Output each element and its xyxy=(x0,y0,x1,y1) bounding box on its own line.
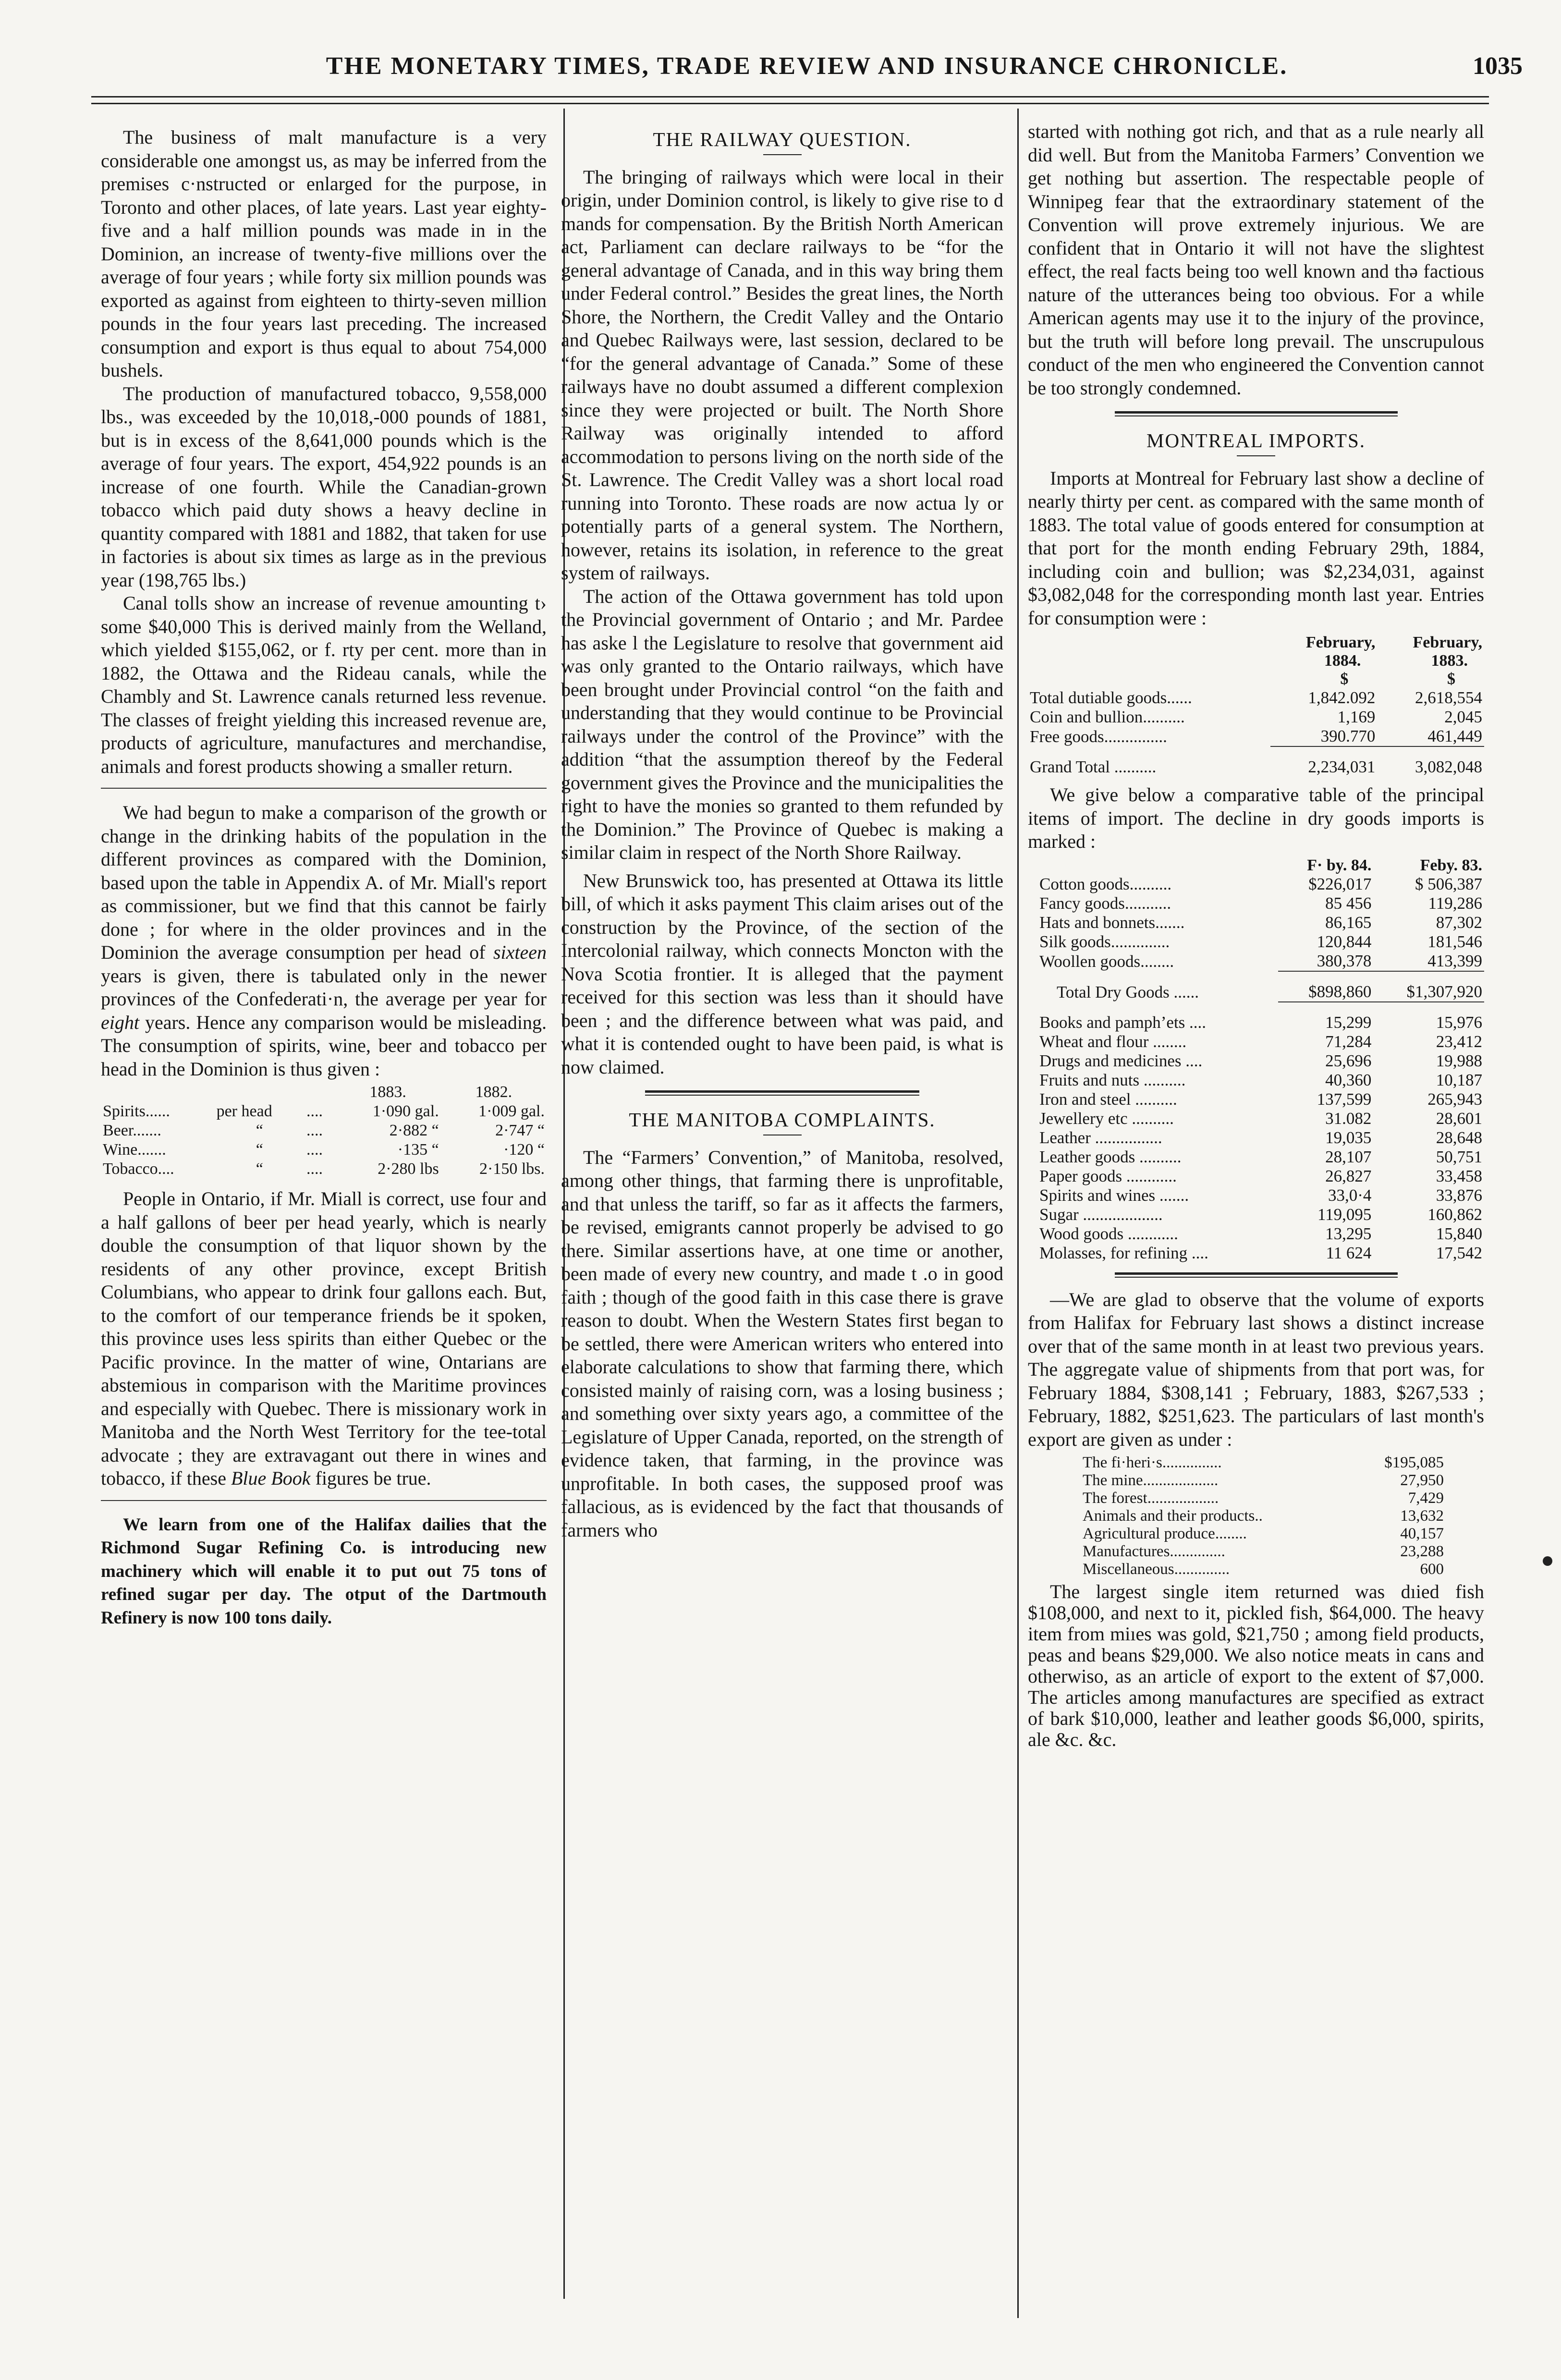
railway-question-heading: THE RAILWAY QUESTION. xyxy=(653,128,912,150)
drinking-habits-paragraph xyxy=(101,801,547,1081)
leader-dots: .... xyxy=(306,1102,323,1120)
italic-sixteen: sixteen xyxy=(493,941,547,963)
table-row xyxy=(1081,1454,1446,1472)
tobacco-paragraph: The production of manufactured tobacco, 9,558,000 lbs., was exceeded by the 10,018,-000 pounds of 1881, but is in excess of the 8,641,000 pounds which is the average of four years. The export, 454,922 pounds is an increase of one fourth. While the Canadian-grown tobacco which paid duty shows a heavy decline in quantity compared with 1881 and 1882, that taken for use in factories is about six times as large as in the previous year (198,765 lbs.) xyxy=(101,382,547,591)
value-feb-83: 181,546 xyxy=(1427,932,1482,951)
leader-dots: .... xyxy=(158,1160,174,1178)
item-label: Wine xyxy=(103,1141,138,1159)
consumption-row-beer xyxy=(101,1121,547,1140)
table-row xyxy=(1037,1147,1484,1167)
manitoba-complaints-heading: THE MANITOBA COMPLAINTS. xyxy=(629,1109,936,1131)
principal-imports-table xyxy=(1037,856,1484,1263)
column-header: February, xyxy=(1413,634,1482,651)
row-label: Fancy goods xyxy=(1039,893,1125,913)
value-feb-83: 413,399 xyxy=(1373,952,1484,971)
railway-paragraph-1: The bringing of railways which were local in their origin, under Dominion control, is likely to give rise to d mands for compensation. By the British North American act, Parliament can declare railways to be “for the general advantage of Canada, and in this way bring them under Federal control.” Besides the great lines, the North Shore, the Northern, the Credit Valley and the Ontario and Quebec Railways were, last session, declared to be “for the general advantage of Canada.” Some of these railways have no doubt assumed a different complexion since they were projected or built. The North Shore Railway was originally intended to afford accommodation to persons living on the north side of the St. Lawrence. The Credit Valley was a short local road running into Toronto. These roads are now actua ly or potentially parts of a general system. The Northern, however, retains its isolation, in reference to the great system of railways. xyxy=(561,166,1003,584)
table-row xyxy=(1081,1489,1446,1507)
manitoba-continued-paragraph: started with nothing got rich, and that as a rule nearly all did well. But from the Manitoba Farmers’ Convention we get nothing but assertion. The respectable people of Winnipeg fear that the extraordinary statement of the Convention will prove extremely injurious. We are confident that in Ontario it will not have the slightest effect, the real facts being too well known and thə factious nature of the utterances being too obvious. For a while American agents may use it to the injury of the province, but the truth will before long prevail. The unscrupulous conduct of the men who engineered the Convention cannot be too strongly condemned. xyxy=(1028,121,1484,399)
ink-blot xyxy=(1543,1556,1552,1566)
row-label: Wood goods xyxy=(1039,1224,1124,1243)
value-1884: 1,842.092 xyxy=(1308,688,1376,707)
value-1883: 1·090 gal. xyxy=(372,1102,439,1120)
value-feb-83: 265,943 xyxy=(1427,1089,1482,1109)
row-label: Hats and bonnets xyxy=(1039,913,1156,932)
row-label: The mine xyxy=(1083,1472,1143,1489)
row-label: Miscellaneous xyxy=(1083,1561,1174,1578)
table-row xyxy=(1037,1071,1484,1090)
table-header-row xyxy=(1037,856,1484,875)
value-1883: ·135 “ xyxy=(397,1141,439,1159)
table-row xyxy=(1028,708,1484,727)
unit-label: “ xyxy=(256,1122,263,1139)
leader-dots: .......... xyxy=(1135,1089,1177,1109)
row-label: Total dutiable goods xyxy=(1030,688,1167,707)
value-feb-84: 137,599 xyxy=(1317,1089,1372,1109)
column-header: Feby. 83. xyxy=(1420,856,1482,874)
value-feb-83: 160,862 xyxy=(1427,1205,1482,1224)
comparative-table-paragraph: We give below a comparative table of the principal items of import. The decline in dry goods imports is marked : xyxy=(1028,784,1484,852)
value-1883: 2,618,554 xyxy=(1415,688,1482,707)
table-row xyxy=(1037,875,1484,894)
export-value: 27,950 xyxy=(1400,1472,1444,1489)
section-divider-heavy xyxy=(1115,1272,1398,1278)
table-row xyxy=(1081,1543,1446,1561)
value-feb-83: 87,302 xyxy=(1436,913,1482,932)
value-1883: 3,082,048 xyxy=(1415,757,1482,776)
leader-dots: .......... xyxy=(1114,757,1157,776)
row-label: Drugs and medicines xyxy=(1039,1051,1182,1070)
header-rule-bottom xyxy=(91,103,1489,104)
value-feb-83: 17,542 xyxy=(1436,1243,1482,1262)
value-feb-83: 10,187 xyxy=(1436,1070,1482,1089)
leader-dots: .......... xyxy=(1139,1147,1182,1166)
row-label: The forest xyxy=(1083,1489,1147,1507)
value-feb-84: $898,860 xyxy=(1278,971,1373,1002)
malt-paragraph: The business of malt manufacture is a very considerable one amongst us, as may be inferred from the premises c·nstructed or enlarged for the purpose, in Toronto and other places, of late years. Last year eighty-five and a half million pounds was made in in the Dominion, an increase of twenty-five millions over the average of four years ; while forty six million pounds was exported as against from eighteen to thirty-seven million pounds in the four years last preceding. The increased consumption and export is thus equal to about 754,000 bushels. xyxy=(101,126,547,381)
value-feb-84: 380,378 xyxy=(1278,952,1373,971)
leader-dots: .... xyxy=(1191,1243,1208,1262)
leader-dots: ............... xyxy=(1162,1454,1222,1471)
page-number: 1035 xyxy=(1473,52,1523,80)
row-label: Paper goods xyxy=(1039,1166,1122,1185)
text-run: years is given, there is tabulated only in the newer provinces of the Confederati·n, the average per year for xyxy=(101,964,547,1010)
italic-blue-book: Blue Book xyxy=(231,1467,311,1489)
leader-dots: .......... xyxy=(1143,708,1185,726)
leader-dots: ............ xyxy=(1127,1224,1178,1243)
column-header: F· by. 84. xyxy=(1307,856,1372,874)
value-feb-83: 15,840 xyxy=(1436,1224,1482,1243)
value-1884: 1,169 xyxy=(1337,708,1376,726)
row-label: Leather goods xyxy=(1039,1147,1135,1166)
halifax-exports-table xyxy=(1081,1454,1446,1578)
consumption-header-row xyxy=(101,1083,547,1102)
row-label: Leather xyxy=(1039,1128,1091,1147)
grand-total-row xyxy=(1028,746,1484,777)
value-1883: 2·280 lbs xyxy=(378,1160,439,1178)
text-run: figures be true. xyxy=(310,1467,431,1489)
column-rule-right xyxy=(1017,109,1019,2318)
halifax-exports-paragraph: —We are glad to observe that the volume of exports from Halifax for February last shows a distinct increase over that of the same month in at least two previous years. The aggregate value of shipments from that port was, for February 1884, $308,141 ; February, 1883, $267,533 ; February, 1882, $251,623. The particulars of last month's export are given as under : xyxy=(1028,1288,1484,1450)
consumption-table xyxy=(101,1083,547,1179)
row-label: Wheat and flour xyxy=(1039,1032,1149,1051)
value-feb-84: 40,360 xyxy=(1325,1070,1372,1089)
row-label: Fruits and nuts xyxy=(1039,1070,1140,1089)
value-1882: 1·009 gal. xyxy=(478,1102,545,1120)
export-value: 7,429 xyxy=(1408,1489,1444,1507)
text-run: People in Ontario, if Mr. Miall is correct, use four and a half gallons of beer per head yearly, which is nearly double the consumption of that liquor shown by the residents of any other province, except British Columbians, who appear to drink four gallons each. But, to the comfort of our temperance friends be it spoken, this province uses less spirits than either Quebec or the Pacific province. In the matter of wine, Ontarians are abstemious in comparison with the Maritime provinces and especially with Quebec. There is missionary work in Manitoba and the North West Territory for the tee-total advocate ; they are extravagant out there in wines and tobacco, if these xyxy=(101,1188,547,1489)
row-label: Molasses, for refining xyxy=(1039,1243,1188,1262)
row-label: Jewellery etc xyxy=(1039,1109,1128,1128)
leader-dots: .............. xyxy=(1174,1561,1230,1578)
text-run: years. Hence any comparison would be misleading. The consumption of spirits, wine, beer and tobacco per head in the Dominion is thus given : xyxy=(101,1011,547,1080)
consumption-row-tobacco xyxy=(101,1159,547,1179)
column-header: 1883. xyxy=(1431,652,1468,670)
column-header: 1884. xyxy=(1324,652,1361,670)
leader-dots: ....... xyxy=(1159,1185,1189,1205)
canal-tolls-paragraph: Canal tolls show an increase of revenue amounting t› some $40,000 This is derived mainly from the Welland, which yielded $155,062, or f. rty per cent. more than in 1882, the Ottawa and the Rideau canals, while the Chambly and St. Lawrence canals returned less revenue. The classes of freight yielding this increased revenue are, products of agriculture, manufactures and merchandise, animals and forest products showing a smaller return. xyxy=(101,592,547,777)
leader-dots: ....... xyxy=(133,1122,161,1139)
leader-dots: .... xyxy=(1185,1051,1203,1070)
value-feb-84: 15,299 xyxy=(1325,1013,1372,1032)
export-value: 13,632 xyxy=(1400,1507,1444,1525)
leader-dots: .... xyxy=(306,1141,323,1159)
leader-dots: ....... xyxy=(137,1141,166,1159)
year-1883-header: 1883. xyxy=(369,1083,406,1101)
table-row xyxy=(1081,1472,1446,1489)
value-feb-84: 71,284 xyxy=(1325,1032,1372,1051)
table-row xyxy=(1037,894,1484,913)
row-label: Cotton goods xyxy=(1039,874,1130,893)
leader-dots: .... xyxy=(306,1122,323,1139)
value-feb-84: 26,827 xyxy=(1325,1166,1372,1185)
italic-eight: eight xyxy=(101,1011,139,1033)
value-feb-83: 28,601 xyxy=(1436,1109,1482,1128)
item-label: Spirits xyxy=(103,1102,146,1120)
value-1882: ·120 “ xyxy=(503,1141,545,1159)
montreal-imports-paragraph: Imports at Montreal for February last show a decline of nearly thirty per cent. as compared with the same month of 1883. The total value of goods entered for consumption at that port for the month ending February 29th, 1884, including coin and bullion; was $2,234,031, against $3,082,048 for the corresponding month last year. Entries for consumption were : xyxy=(1028,467,1484,629)
leader-dots: .............. xyxy=(1170,1543,1225,1560)
value-feb-84: 33,0·4 xyxy=(1328,1185,1372,1205)
header-rule-top xyxy=(91,96,1489,98)
table-row xyxy=(1037,1224,1484,1244)
row-label: Animals and their products xyxy=(1083,1507,1255,1525)
table-row xyxy=(1037,913,1484,932)
value-feb-83: 33,876 xyxy=(1436,1185,1482,1205)
unit-label: per head xyxy=(216,1102,272,1120)
value-feb-84: 13,295 xyxy=(1325,1224,1372,1243)
export-value: $195,085 xyxy=(1384,1454,1444,1471)
row-label: The fi·heri·s xyxy=(1083,1454,1162,1471)
leader-dots: ...... xyxy=(1167,688,1192,707)
row-label: Coin and bullion xyxy=(1030,708,1143,726)
column-1 xyxy=(101,126,547,1630)
value-feb-84: 31.082 xyxy=(1325,1109,1372,1128)
table-row xyxy=(1037,1090,1484,1109)
table-row xyxy=(1037,1051,1484,1071)
heading-rule xyxy=(1237,455,1275,456)
consumption-row-spirits xyxy=(101,1102,547,1121)
currency-unit: $ xyxy=(1340,670,1349,688)
manitoba-paragraph: The “Farmers’ Convention,” of Manitoba, resolved, among other things, that farming there is unprofitable, and that unless the tariff, so far as it affects the farmers, be revised, emigrants cannot properly be advised to go there. Similar assertions have, at one time or another, been made of every new country, and made t .o in good faith ; though of the good faith in this case there is grave reason to doubt. When the Western States first began to be settled, there were American writers who entered into elaborate calculations to show that farming there, which consisted mainly of raising corn, was a losing business ; and something over sixty years ago, a committee of the Legislature of Upper Canada, reported, on the strength of evidence taken, that farming, in the province was unprofitable. In both cases, the supposed proof was fallacious, as is evidenced by the fact that thousands of farmers who xyxy=(561,1146,1003,1541)
leader-dots: .. xyxy=(1255,1507,1263,1525)
table-row xyxy=(1037,1002,1484,1032)
table-row xyxy=(1037,1167,1484,1186)
running-head xyxy=(91,52,1523,90)
leader-dots: ................... xyxy=(1083,1205,1163,1224)
table-row xyxy=(1037,1205,1484,1224)
table-row xyxy=(1037,952,1484,971)
ontario-beer-paragraph xyxy=(101,1187,547,1490)
heading-rule xyxy=(763,154,802,155)
section-divider xyxy=(101,1500,547,1501)
value-feb-84: 28,107 xyxy=(1325,1147,1372,1166)
value-feb-84: 25,696 xyxy=(1325,1051,1372,1070)
leader-dots: .................. xyxy=(1147,1489,1219,1507)
value-1884: 390.770 xyxy=(1270,727,1378,746)
leader-dots: ........ xyxy=(1215,1525,1247,1542)
column-3 xyxy=(1028,120,1484,1750)
row-label: Free goods xyxy=(1030,727,1104,746)
imports-consumption-table xyxy=(1028,634,1484,777)
unit-label: “ xyxy=(256,1141,263,1159)
table-row xyxy=(1037,1244,1484,1263)
export-value: 40,157 xyxy=(1400,1525,1444,1542)
sugar-refining-paragraph: We learn from one of the Halifax dailies that the Richmond Sugar Refining Co. is introducing new machinery which will enable it to put out 75 tons of refined sugar per day. The otput of the Dartmouth Refinery is now 100 tons daily. xyxy=(101,1514,547,1628)
value-feb-84: 86,165 xyxy=(1325,913,1372,932)
value-feb-84: 19,035 xyxy=(1325,1128,1372,1147)
value-1882: 2·747 “ xyxy=(495,1122,545,1139)
row-label: Sugar xyxy=(1039,1205,1079,1224)
row-label: Books and pamph’ets xyxy=(1039,1013,1185,1032)
dry-goods-total-row xyxy=(1037,971,1484,1002)
value-feb-83: 119,286 xyxy=(1428,893,1482,913)
table-row xyxy=(1028,688,1484,708)
section-divider-heavy xyxy=(1115,411,1398,416)
row-label: Manufactures xyxy=(1083,1543,1170,1560)
value-feb-83: 33,458 xyxy=(1436,1166,1482,1185)
row-label: Spirits and wines xyxy=(1039,1185,1156,1205)
leader-dots: ................ xyxy=(1095,1128,1162,1147)
row-label: Agricultural produce xyxy=(1083,1525,1215,1542)
table-row xyxy=(1081,1507,1446,1525)
section-divider xyxy=(101,788,547,789)
value-feb-83: 23,412 xyxy=(1436,1032,1482,1051)
leader-dots: .... xyxy=(1189,1013,1207,1032)
column-2 xyxy=(561,126,1003,1542)
leader-dots: .......... xyxy=(1132,1109,1174,1128)
row-label: Total Dry Goods xyxy=(1057,982,1170,1001)
unit-label: “ xyxy=(256,1160,263,1178)
value-1883: 461,449 xyxy=(1377,727,1484,746)
table-row xyxy=(1037,932,1484,952)
item-label: Beer xyxy=(103,1122,133,1139)
page-title: THE MONETARY TIMES, TRADE REVIEW AND INSURANCE CHRONICLE. xyxy=(326,52,1288,80)
leader-dots: ....... xyxy=(1155,913,1185,932)
consumption-row-wine xyxy=(101,1140,547,1159)
leader-dots: ............... xyxy=(1104,727,1167,746)
value-feb-83: 50,751 xyxy=(1436,1147,1482,1166)
largest-items-paragraph: The largest single item returned was dıied fish $108,000, and next to it, pickled fish, $64,000. The heavy item from miıes was gold, $21,750 ; among field products, peas and beans $29,000. We also notice meats in cans and otherwiso, as an article of export to the extent of $7,000. The articles among manufactures are specified as extract of bark $10,000, leather and leather goods $6,000, spirits, ale &c. &c. xyxy=(1028,1581,1484,1750)
value-feb-83: $1,307,920 xyxy=(1373,971,1484,1002)
value-1883: 2,045 xyxy=(1444,708,1482,726)
value-feb-83: 15,976 xyxy=(1436,1013,1482,1032)
value-feb-84: 85 456 xyxy=(1325,893,1372,913)
row-label: Iron and steel xyxy=(1039,1089,1131,1109)
value-feb-84: $226,017 xyxy=(1308,874,1372,893)
export-value: 600 xyxy=(1420,1561,1444,1578)
table-row xyxy=(1081,1525,1446,1543)
currency-unit: $ xyxy=(1447,670,1455,688)
leader-dots: .............. xyxy=(1110,932,1170,951)
value-1883: 2·882 “ xyxy=(389,1122,439,1139)
leader-dots: ................... xyxy=(1143,1472,1219,1489)
value-feb-83: $ 506,387 xyxy=(1415,874,1482,893)
row-label: Woollen goods xyxy=(1039,952,1141,971)
text-run: We had begun to make a comparison of the growth or change in the drinking habits of the population in the different provinces as compared with the Dominion, based upon the table in Appendix A. of Mr. Miall's report as commissioner, but we find that this cannot be fairly done ; for where in the older provinces and in the Dominion the average consumption per head of xyxy=(101,802,547,963)
table-row xyxy=(1037,1128,1484,1147)
table-row xyxy=(1037,1109,1484,1128)
value-1882: 2·150 lbs. xyxy=(479,1160,545,1178)
item-label: Tobacco xyxy=(103,1160,158,1178)
leader-dots: .......... xyxy=(1143,1070,1186,1089)
leader-dots: ........ xyxy=(1140,952,1174,971)
section-divider-heavy xyxy=(645,1090,919,1096)
table-unit-row xyxy=(1028,670,1484,688)
value-feb-83: 19,988 xyxy=(1436,1051,1482,1070)
value-1884: 2,234,031 xyxy=(1308,757,1376,776)
leader-dots: .......... xyxy=(1129,874,1172,893)
table-row xyxy=(1028,727,1484,746)
value-feb-84: 119,095 xyxy=(1317,1205,1372,1224)
export-value: 23,288 xyxy=(1400,1543,1444,1560)
value-feb-84: 11 624 xyxy=(1326,1243,1372,1262)
leader-dots: ...... xyxy=(145,1102,170,1120)
value-feb-83: 28,648 xyxy=(1436,1128,1482,1147)
row-label: Silk goods xyxy=(1039,932,1111,951)
table-row xyxy=(1081,1561,1446,1578)
table-row xyxy=(1037,1032,1484,1051)
railway-paragraph-2: The action of the Ottawa government has told upon the Provincial government of Ontario ; and Mr. Pardee has aske l the Legislature to resolve that government aid was only granted to the Ontario railways, which have been brought under Provincial control “on the faith and understanding that they would continue to be Provincial railways under the control of the Province” with the addition “that the assumption thereof by the Federal government gives the Province and the municipalities the right to have the monies so granted to them refunded by the Dominion.” The Province of Quebec is making a similar claim in respect of the North Shore Railway. xyxy=(561,585,1003,863)
table-row xyxy=(1037,1186,1484,1205)
leader-dots: ...... xyxy=(1173,982,1199,1001)
year-1882-header: 1882. xyxy=(475,1083,512,1101)
column-header: February, xyxy=(1305,634,1376,651)
montreal-imports-heading: MONTREAL IMPORTS. xyxy=(1146,429,1366,452)
row-label: Grand Total xyxy=(1030,757,1110,776)
leader-dots: .... xyxy=(306,1160,323,1178)
table-header-row xyxy=(1028,634,1484,670)
value-feb-84: 120,844 xyxy=(1317,932,1372,951)
leader-dots: ............ xyxy=(1126,1166,1177,1185)
leader-dots: ........... xyxy=(1124,893,1171,913)
leader-dots: ........ xyxy=(1153,1032,1187,1051)
railway-paragraph-3: New Brunswick too, has presented at Ottawa its little bill, of which it asks payment This claim arises out of the construction by the Province, of the section of the Intercolonial railway, which connects Moncton with the Nova Scotia frontier. It is alleged that the payment received for this section was less than it should have been ; and the difference between what was paid, and what it is contended ought to have been paid, is what is now claimed. xyxy=(561,869,1003,1078)
